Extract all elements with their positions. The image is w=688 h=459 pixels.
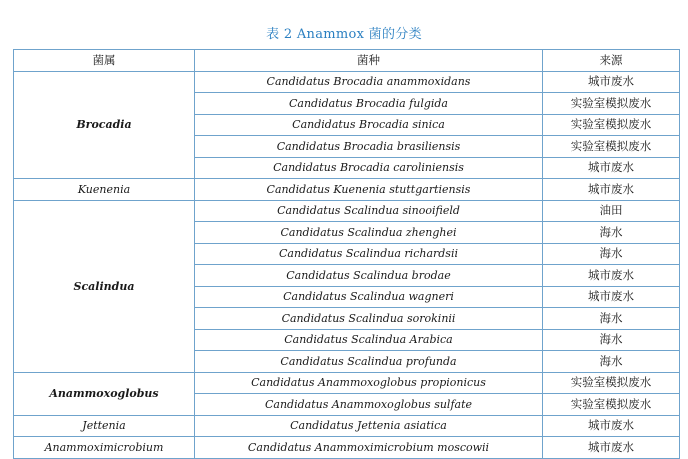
source-cell: 海水 (543, 222, 680, 244)
genus-cell: Scalindua (14, 200, 195, 372)
source-cell: 海水 (543, 351, 680, 373)
table-row (14, 71, 680, 93)
species-cell: Candidatus Scalindua Arabica (195, 329, 543, 351)
genus-cell: Anammoxoglobus (14, 372, 195, 415)
source-cell: 城市废水 (543, 71, 680, 93)
species-cell: Candidatus Scalindua sorokinii (195, 308, 543, 330)
source-cell: 海水 (543, 329, 680, 351)
column-header-species: 菌种 (195, 50, 543, 72)
table-row (14, 179, 680, 201)
genus-cell: Kuenenia (14, 179, 195, 201)
species-cell: Candidatus Brocadia brasiliensis (195, 136, 543, 158)
species-cell: Candidatus Kuenenia stuttgartiensis (195, 179, 543, 201)
table-row (14, 415, 680, 437)
species-cell: Candidatus Scalindua brodae (195, 265, 543, 287)
source-cell: 实验室模拟废水 (543, 136, 680, 158)
column-header-source: 来源 (543, 50, 680, 72)
species-cell: Candidatus Anammoxoglobus propionicus (195, 372, 543, 394)
table-body (14, 71, 680, 458)
genus-cell: Jettenia (14, 415, 195, 437)
species-cell: Candidatus Anammoximicrobium moscowii (195, 437, 543, 459)
species-cell: Candidatus Brocadia fulgida (195, 93, 543, 115)
table-caption: 表 2 Anammox 菌的分类 (266, 27, 422, 42)
table-row (14, 200, 680, 222)
species-cell: Candidatus Scalindua zhenghei (195, 222, 543, 244)
source-cell: 实验室模拟废水 (543, 394, 680, 416)
source-cell: 实验室模拟废水 (543, 93, 680, 115)
species-cell: Candidatus Scalindua sinooifield (195, 200, 543, 222)
species-cell: Candidatus Scalindua profunda (195, 351, 543, 373)
species-cell: Candidatus Scalindua richardsii (195, 243, 543, 265)
column-header-genus: 菌属 (14, 50, 195, 72)
source-cell: 城市废水 (543, 437, 680, 459)
species-cell: Candidatus Jettenia asiatica (195, 415, 543, 437)
species-cell: Candidatus Anammoxoglobus sulfate (195, 394, 543, 416)
species-cell: Candidatus Scalindua wagneri (195, 286, 543, 308)
source-cell: 城市废水 (543, 157, 680, 179)
source-cell: 城市废水 (543, 286, 680, 308)
species-cell: Candidatus Brocadia anammoxidans (195, 71, 543, 93)
source-cell: 实验室模拟废水 (543, 372, 680, 394)
genus-cell: Anammoximicrobium (14, 437, 195, 459)
source-cell: 海水 (543, 308, 680, 330)
table-row (14, 437, 680, 459)
anammox-classification-table (13, 49, 680, 459)
source-cell: 海水 (543, 243, 680, 265)
table-header-row (14, 50, 680, 72)
source-cell: 油田 (543, 200, 680, 222)
source-cell: 实验室模拟废水 (543, 114, 680, 136)
genus-cell: Brocadia (14, 71, 195, 179)
source-cell: 城市废水 (543, 265, 680, 287)
source-cell: 城市废水 (543, 179, 680, 201)
species-cell: Candidatus Brocadia sinica (195, 114, 543, 136)
table-row (14, 372, 680, 394)
source-cell: 城市废水 (543, 415, 680, 437)
species-cell: Candidatus Brocadia caroliniensis (195, 157, 543, 179)
